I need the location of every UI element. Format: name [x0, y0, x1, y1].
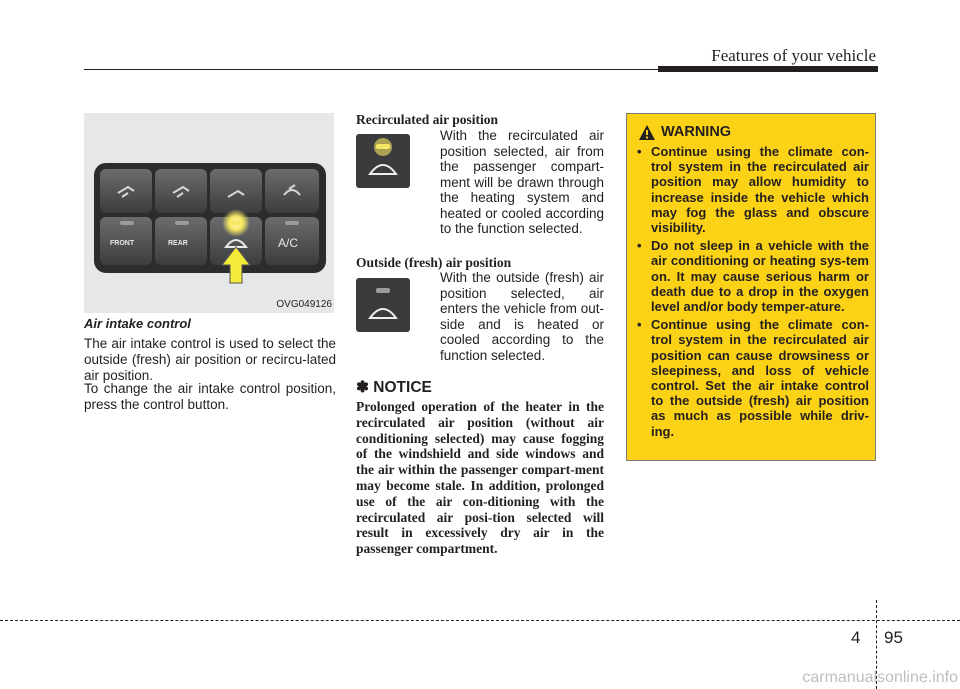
section-number: 4: [851, 628, 861, 647]
notice-body: Prolonged operation of the heater in the recirculated air position (without air conditioning selected) may cause fogging of the windshield and side windows and the air within the passenger compart-ment may become stale. In addition, prolonged use of the air con-ditioning with the recirculated air posi-tion selected will result in excessively dry air in the passenger compartment.: [356, 399, 604, 557]
outside-heading: Outside (fresh) air position: [356, 255, 512, 270]
notice-heading: ✽ NOTICE: [356, 379, 432, 396]
header-bar: [658, 66, 878, 72]
outside-air-button-icon: [356, 278, 410, 332]
recirculated-heading: Recirculated air position: [356, 112, 498, 127]
warning-triangle-icon: [639, 125, 655, 140]
rear-label: REAR: [168, 240, 188, 247]
warning-item: • Continue using the climate con-trol system in the recirculated air position can cause drowsiness or sleepiness, and loss of vehicle control. Set the air intake control to the outside (fresh) air position as much as possible while driv-ing.: [637, 317, 869, 439]
ac-label: A/C: [278, 236, 299, 250]
figure-code: OVG049126: [276, 299, 332, 310]
face-floor-mode-button: [155, 169, 207, 213]
running-header: Features of your vehicle: [711, 46, 876, 65]
watermark: carmanualsonline.info: [802, 669, 958, 686]
warning-item: • Do not sleep in a vehicle with the air conditioning or heating sys-tem on. It may cause serious harm or death due to a drop in the oxygen level and/or body temper-ature.: [637, 238, 869, 314]
defrost-mode-button: [100, 169, 152, 213]
page-number: 95: [884, 628, 903, 647]
outside-text: With the outside (fresh) air position selected, air enters the vehicle from out-side and is heated or cooled according to the function selected.: [440, 270, 604, 363]
front-label: FRONT: [110, 240, 135, 247]
intake-heading: Air intake control: [84, 316, 191, 331]
warning-list: [637, 144, 869, 442]
intake-paragraph-2: To change the air intake control position, press the control button.: [84, 381, 336, 412]
footer-rule: [0, 620, 960, 621]
recirculated-button-icon: [356, 134, 410, 188]
recirculated-text: With the recirculated air position selected, air from the passenger compart-ment will be drawn through the heating system and heated or cooled according to the function selected.: [440, 128, 604, 236]
warning-title: WARNING: [661, 124, 732, 140]
intake-paragraph-1: The air intake control is used to select the outside (fresh) air position or recircu-lated air position.: [84, 336, 336, 383]
floor-mode-button: [210, 169, 262, 213]
warning-header: [639, 124, 731, 140]
warning-item: • Continue using the climate con-trol system in the recirculated air position may allow humidity to increase inside the vehicle which may fog the glass and obscure visibility.: [637, 144, 869, 235]
warning-box: [626, 113, 876, 461]
control-panel-figure: [84, 113, 334, 313]
control-panel-illustration: [84, 113, 334, 313]
